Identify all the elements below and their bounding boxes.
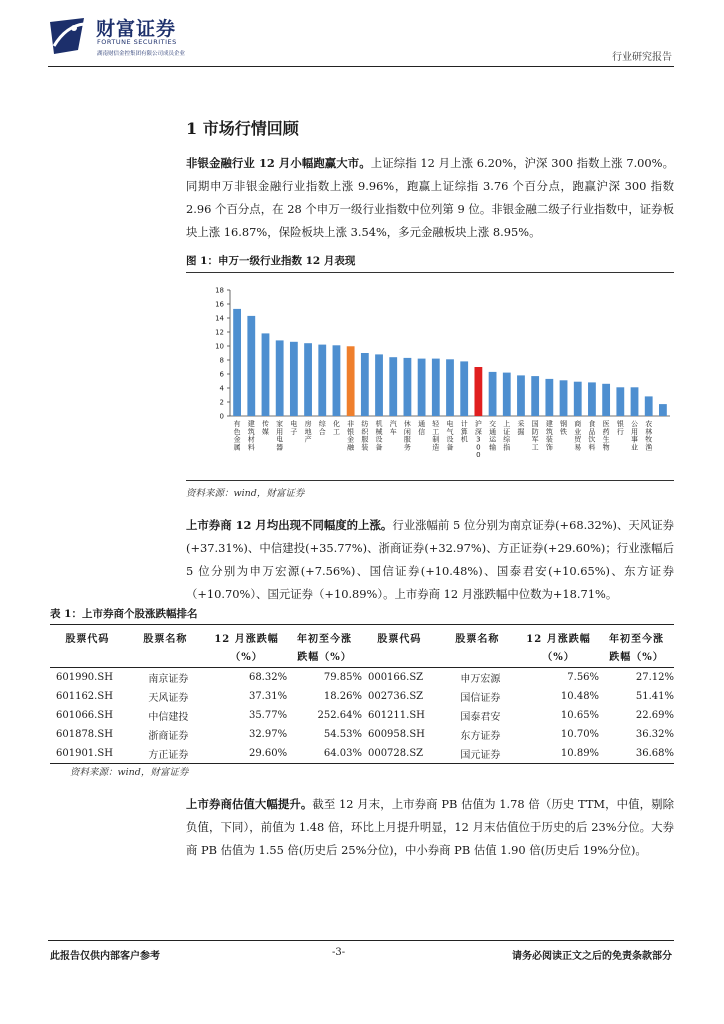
bar [446, 359, 454, 416]
header-cell [362, 646, 437, 668]
figure-source: 资料来源：wind，财富证券 [186, 488, 305, 499]
x-tick-label: 房地产 [304, 420, 312, 444]
bar [318, 345, 326, 416]
figure-bottom-rule [186, 480, 674, 481]
bar [418, 359, 426, 416]
x-tick-label: 综合 [318, 420, 326, 436]
bar [262, 333, 270, 416]
x-tick-label: 汽车 [389, 420, 397, 436]
table-cell: 27.12% [635, 672, 674, 683]
table-cell: 600958.SH [367, 729, 425, 740]
paragraph-text: 截至 12 月末，上市券商 PB 估值为 1.78 倍（历史 TTM，中值，剔除负值，下同），前值为 1.48 倍，环比上月提升明显，12 月末估值位于历史的后 23%分位。大券商 PB 估值为 1.55 倍(历史后 25%分位)，中小券商 PB 估值 1.90 倍(历史后 19%分位)。 [186, 797, 674, 857]
table-cell: 000728.SZ [362, 744, 437, 764]
table-cell: 10.48% [560, 691, 600, 702]
table-header-row [50, 646, 674, 668]
x-tick-label: 化工 [332, 420, 340, 436]
paragraph-market-review [186, 152, 674, 244]
x-tick-label: 银行 [616, 420, 624, 436]
header-cell: 股票代码 [362, 625, 437, 647]
header-cell [437, 646, 518, 668]
table-cell: 18.26% [323, 691, 362, 702]
table-cell: 中信建投 [148, 712, 189, 723]
footer-notice: 请务必阅读正文之后的免责条款部分 [512, 951, 672, 962]
bar [389, 357, 397, 416]
table-row [50, 744, 674, 764]
x-tick-label: 建筑装饰 [545, 420, 553, 452]
bar [432, 359, 440, 416]
x-tick-label: 上证综指 [503, 420, 511, 452]
x-tick-label: 交通运输 [489, 420, 497, 452]
paragraph-text: 行业涨幅前 5 位分别为南京证券(+68.32%)、天风证券(+37.31%)、中信建投(+35.77%)、浙商证券(+32.97%)、方正证券(+29.60%)；行业涨幅后 5 位分别为申万宏源(+7.56%)、国信证券(+10.48%)、国泰君安(+10.65%)、东方证券（+10.70%）、国元证券（+10.89%）。上市券商 12 月涨跌幅中位数为+18.71%。 [186, 518, 674, 601]
header-cell [125, 646, 206, 668]
paragraph-broker-performance [186, 514, 674, 606]
header-cell: 12 月涨跌幅 [206, 625, 287, 647]
table-cell: 浙商证券 [148, 731, 189, 742]
page-number: -3- [332, 947, 346, 958]
y-tick-label: 2 [219, 398, 224, 407]
table-cell: 7.56% [567, 672, 600, 683]
table-cell: 国泰君安 [460, 712, 501, 723]
bar [347, 346, 355, 416]
table-row [50, 687, 674, 706]
header-cell: 跌幅（%） [599, 646, 674, 668]
table-cell: 方正证券 [125, 744, 206, 764]
y-tick-label: 10 [215, 342, 224, 351]
y-tick-label: 12 [215, 328, 224, 337]
x-tick-label: 传媒 [261, 420, 269, 436]
paragraph-text: 上证综指 12 月上涨 6.20%，沪深 300 指数上涨 7.00%。同期申万非银金融行业指数上涨 9.96%，跑赢上证综指 3.76 个百分点，跑赢沪深 300 指数 2.96 个百分点，在 28 个申万一级行业指数中位列第 9 位。非银金融二级子行业指数中，证券板块上涨 16.87%，保险板块上涨 3.54%，多元金融板块上涨 8.95%。 [186, 156, 674, 239]
table-cell: 601878.SH [56, 729, 113, 740]
table-cell: 64.03% [287, 744, 362, 764]
company-logo-icon [48, 16, 88, 56]
header-cell: （%） [518, 646, 599, 668]
table-cell: 601162.SH [56, 691, 113, 702]
x-tick-label: 轻工制造 [432, 420, 440, 452]
table-cell: 申万宏源 [460, 674, 501, 685]
table-cell: 37.31% [248, 691, 288, 702]
bar [588, 382, 596, 416]
x-tick-label: 农林牧渔 [645, 420, 653, 452]
bar [304, 343, 312, 416]
bar [503, 373, 511, 416]
table-cell: 252.64% [317, 710, 362, 721]
bar [489, 372, 497, 416]
table-title: 表 1：上市券商个股涨跌幅排名 [50, 608, 198, 620]
bar [574, 382, 582, 416]
logo-name: 财富证券 [96, 18, 177, 40]
bar [375, 354, 383, 416]
table-header-row [50, 625, 674, 647]
table-row [50, 668, 674, 688]
table-cell: 51.41% [635, 691, 674, 702]
bar [659, 404, 667, 416]
x-tick-label: 休闲服务 [403, 420, 411, 452]
x-tick-label: 医药生物 [602, 420, 610, 452]
header-cell: 股票代码 [50, 625, 125, 647]
y-tick-label: 14 [215, 314, 224, 323]
x-tick-label: 建筑材料 [247, 420, 255, 452]
bar [645, 396, 653, 416]
x-tick-label: 沪深 3 0 0 [474, 420, 482, 460]
bar [517, 375, 525, 416]
table-cell: 35.77% [248, 710, 288, 721]
table-cell: 54.53% [323, 729, 362, 740]
bar [602, 384, 610, 416]
table-cell: 002736.SZ [367, 691, 424, 702]
table-cell: 国信证券 [460, 693, 501, 704]
bar [560, 380, 568, 416]
x-tick-label: 有色金属 [233, 420, 241, 452]
bar [460, 361, 468, 416]
x-tick-label: 家用电器 [276, 420, 284, 452]
x-tick-label: 采掘 [517, 420, 525, 436]
x-tick-label: 食品饮料 [588, 420, 596, 452]
footer-disclaimer: 此报告仅供内部客户参考 [50, 951, 160, 962]
bar [233, 309, 241, 416]
x-tick-label: 商业贸易 [574, 420, 582, 452]
table-cell: 国元证券 [437, 744, 518, 764]
figure-title: 图 1：申万一级行业指数 12 月表现 [186, 255, 356, 267]
bar [361, 353, 369, 416]
table-cell: 000166.SZ [367, 672, 424, 683]
report-type: 行业研究报告 [612, 52, 672, 63]
x-tick-label: 钢铁 [560, 420, 568, 436]
header-cell: 年初至今涨 [287, 625, 362, 647]
figure-top-rule [186, 272, 674, 273]
x-tick-label: 机械设备 [375, 420, 383, 452]
table-cell: 东方证券 [460, 731, 501, 742]
table-cell: 601211.SH [367, 710, 425, 721]
table-cell: 南京证券 [148, 674, 189, 685]
broker-ranking-table [50, 624, 674, 764]
section-title: 1 市场行情回顾 [186, 119, 299, 138]
y-tick-label: 6 [219, 370, 224, 379]
header-cell: 年初至今涨 [599, 625, 674, 647]
table-cell: 32.97% [248, 729, 288, 740]
x-tick-label: 纺织服装 [361, 420, 369, 452]
table-row [50, 725, 674, 744]
table-cell: 36.32% [635, 729, 674, 740]
table-cell: 10.70% [560, 729, 600, 740]
header-cell: 跌幅（%） [287, 646, 362, 668]
table-cell: 36.68% [599, 744, 674, 764]
bar [290, 342, 298, 416]
x-tick-label: 公用事业 [631, 420, 639, 452]
x-tick-label: 国防军工 [531, 420, 539, 452]
header-cell: 股票名称 [125, 625, 206, 647]
bar [531, 376, 539, 416]
header-cell [50, 646, 125, 668]
bar [616, 387, 624, 416]
table-cell: 22.69% [635, 710, 674, 721]
table-cell: 10.65% [560, 710, 600, 721]
paragraph-lead: 上市券商 12 月均出现不同幅度的上涨。 [186, 518, 393, 532]
y-tick-label: 16 [215, 300, 224, 309]
y-tick-label: 8 [219, 356, 224, 365]
industry-index-bar-chart [186, 280, 674, 480]
paragraph-valuation [186, 793, 674, 862]
header-divider [48, 66, 674, 67]
bar [545, 379, 553, 416]
x-tick-label: 通信 [418, 420, 426, 436]
table-source: 资料来源：wind，财富证券 [70, 767, 189, 778]
x-tick-label: 计算机 [460, 420, 468, 444]
bar [474, 367, 482, 416]
x-tick-label: 电子 [290, 420, 298, 436]
footer-divider [48, 940, 674, 941]
header-cell: （%） [206, 646, 287, 668]
table-cell: 79.85% [323, 672, 362, 683]
bar [276, 340, 284, 416]
table-cell: 601901.SH [50, 744, 125, 764]
bar [333, 345, 341, 416]
logo-subtitle: 湖南财信金控集团有限公司成员企业 [97, 51, 186, 57]
y-tick-label: 18 [215, 286, 224, 295]
logo-english-name: FORTUNE SECURITIES [97, 38, 177, 46]
bar [247, 316, 255, 416]
table-row [50, 706, 674, 725]
table-cell: 10.89% [518, 744, 599, 764]
x-tick-label: 电气设备 [446, 420, 454, 452]
bar [404, 358, 412, 416]
table-cell: 601066.SH [56, 710, 113, 721]
paragraph-lead: 非银金融行业 12 月小幅跑赢大市。 [186, 156, 371, 170]
header-cell: 股票名称 [437, 625, 518, 647]
table-cell: 68.32% [248, 672, 288, 683]
bar [631, 387, 639, 416]
y-tick-label: 4 [219, 384, 224, 393]
header-cell: 12 月涨跌幅 [518, 625, 599, 647]
table-cell: 601990.SH [56, 672, 113, 683]
paragraph-lead: 上市券商估值大幅提升。 [186, 797, 313, 811]
table-cell: 天风证券 [148, 693, 189, 704]
table-cell: 29.60% [206, 744, 287, 764]
x-tick-label: 非银金融 [347, 420, 355, 452]
y-tick-label: 0 [219, 412, 224, 421]
